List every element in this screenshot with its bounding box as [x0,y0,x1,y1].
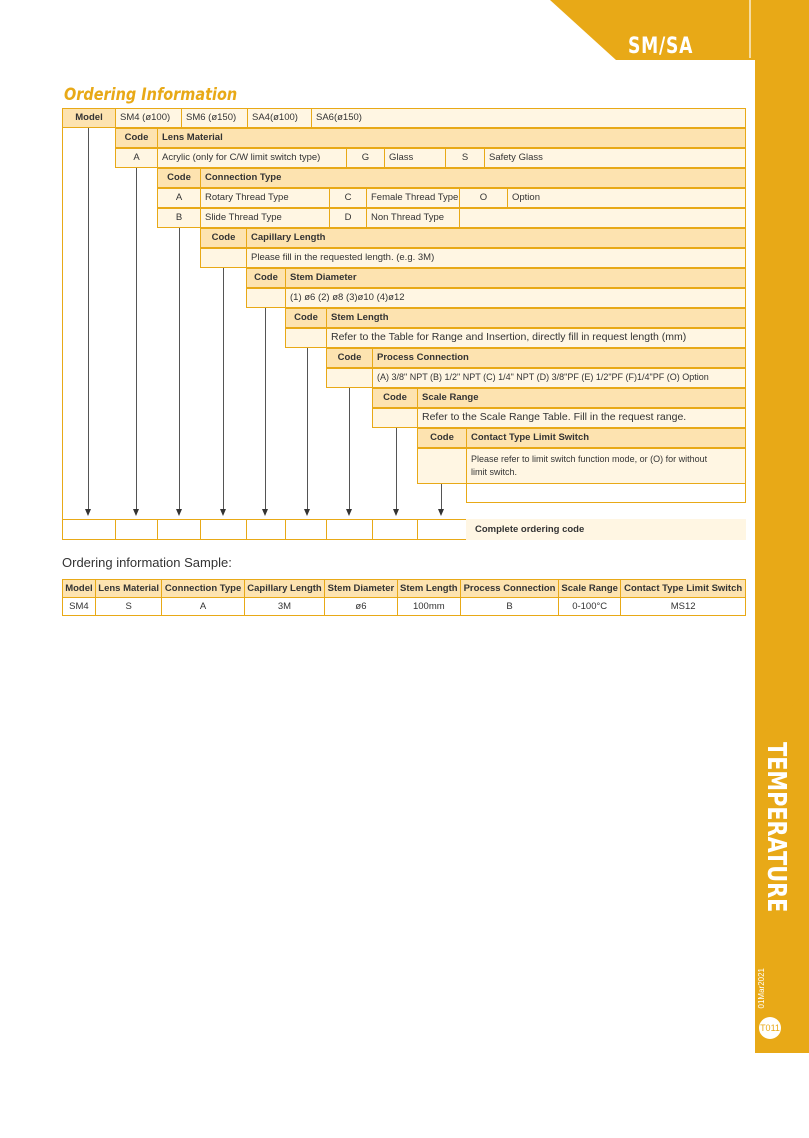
connection-text-d: Non Thread Type [366,208,460,228]
code-box [417,519,467,540]
blank-row [466,483,746,503]
arrow-down-icon [393,509,399,516]
sample-value: B [460,598,558,616]
model-option: SA4(ø100) [247,108,312,128]
sample-header: Contact Type Limit Switch [621,580,746,598]
stem-length-title: Stem Length [326,308,746,328]
arrow-line-stem-length [307,348,308,510]
code-box [200,519,247,540]
process-code-empty [326,368,373,388]
lens-text-g: Glass [384,148,446,168]
lens-code-header: Code [115,128,158,148]
sample-value: SM4 [63,598,96,616]
sample-header: Lens Material [95,580,162,598]
sample-header: Stem Length [397,580,460,598]
model-label: Model [62,108,116,128]
sample-title: Ordering information Sample: [62,555,232,570]
sample-header: Scale Range [559,580,621,598]
connection-title: Connection Type [200,168,746,188]
contact-code-header: Code [417,428,467,448]
connection-code-a: A [157,188,201,208]
sample-value: A [162,598,244,616]
connection-code-header: Code [157,168,201,188]
arrow-line-process [349,388,350,510]
stem-diameter-text: (1) ø6 (2) ø8 (3)ø10 (4)ø12 [285,288,746,308]
sample-value-row [63,598,746,616]
connection-text-o: Option [507,188,746,208]
page-number-badge: T011 [759,1017,781,1039]
connection-text-b: Slide Thread Type [200,208,330,228]
sample-header: Capillary Length [244,580,324,598]
capillary-code-empty [200,248,247,268]
arrow-line-connection [179,228,180,510]
contact-text-line1: Please refer to limit switch function mode, or (O) for without [471,454,708,464]
scale-code-empty [372,408,418,428]
lens-text-s: Safety Glass [484,148,746,168]
connection-text-c: Female Thread Type [366,188,460,208]
arrow-down-icon [220,509,226,516]
sidebar-date: 01Mar2021 [757,968,766,1009]
sample-header-row [63,580,746,598]
sample-header: Stem Diameter [325,580,397,598]
series-title: SM/SA [628,34,694,59]
stem-length-code-header: Code [285,308,327,328]
scale-title: Scale Range [417,388,746,408]
model-option: SM6 (ø150) [181,108,248,128]
arrow-line-contact [441,484,442,510]
left-border [62,127,63,520]
arrow-line-scale [396,428,397,510]
arrow-down-icon [176,509,182,516]
capillary-text: Please fill in the requested length. (e.g. 3M) [246,248,746,268]
section-title: Ordering Information [64,85,238,105]
arrow-down-icon [133,509,139,516]
arrow-line-model [88,128,89,510]
connection-code-c: C [329,188,367,208]
sample-header: Model [63,580,96,598]
arrow-line-lens [136,168,137,510]
stem-length-text: Refer to the Table for Range and Insertion, directly fill in request length (mm) [326,328,746,348]
connection-text-a: Rotary Thread Type [200,188,330,208]
code-box [285,519,327,540]
code-box [246,519,286,540]
lens-code-g: G [346,148,385,168]
lens-code-s: S [445,148,485,168]
connection-code-o: O [459,188,508,208]
contact-text-line2: limit switch. [471,467,518,477]
process-code-header: Code [326,348,373,368]
arrow-down-icon [262,509,268,516]
contact-code-empty [417,448,467,484]
connection-code-d: D [329,208,367,228]
arrow-line-capillary [223,268,224,510]
code-box [115,519,158,540]
sample-value: 0-100°C [559,598,621,616]
capillary-code-header: Code [200,228,247,248]
arrow-down-icon [85,509,91,516]
sample-header: Process Connection [460,580,558,598]
contact-text [466,448,746,484]
complete-code-label: Complete ordering code [466,519,746,540]
lens-code-a: A [115,148,158,168]
sample-value: S [95,598,162,616]
code-box [62,519,116,540]
lens-text-a: Acrylic (only for C/W limit switch type) [157,148,347,168]
arrow-line-stem-diameter [265,308,266,510]
sample-value: ø6 [325,598,397,616]
arrow-down-icon [304,509,310,516]
capillary-title: Capillary Length [246,228,746,248]
stem-diameter-title: Stem Diameter [285,268,746,288]
sample-value: 3M [244,598,324,616]
process-title: Process Connection [372,348,746,368]
sample-table [62,579,746,616]
code-box [372,519,418,540]
code-box [326,519,373,540]
arrow-down-icon [438,509,444,516]
connection-code-b: B [157,208,201,228]
stem-diameter-code-header: Code [246,268,286,288]
model-option: SA6(ø150) [311,108,746,128]
scale-code-header: Code [372,388,418,408]
scale-text: Refer to the Scale Range Table. Fill in the request range. [417,408,746,428]
contact-title: Contact Type Limit Switch [466,428,746,448]
arrow-down-icon [346,509,352,516]
sample-header: Connection Type [162,580,244,598]
code-box [157,519,201,540]
stem-diameter-code-empty [246,288,286,308]
model-option: SM4 (ø100) [115,108,182,128]
stem-length-code-empty [285,328,327,348]
process-text: (A) 3/8" NPT (B) 1/2" NPT (C) 1/4" NPT (D) 3/8"PF (E) 1/2"PF (F)1/4"PF (O) Option [372,368,746,388]
sidebar-tab [755,690,809,750]
connection-empty [459,208,746,228]
lens-title: Lens Material [157,128,746,148]
sidebar-category: TEMPERATURE [761,742,791,913]
sample-value: 100mm [397,598,460,616]
sample-value: MS12 [621,598,746,616]
